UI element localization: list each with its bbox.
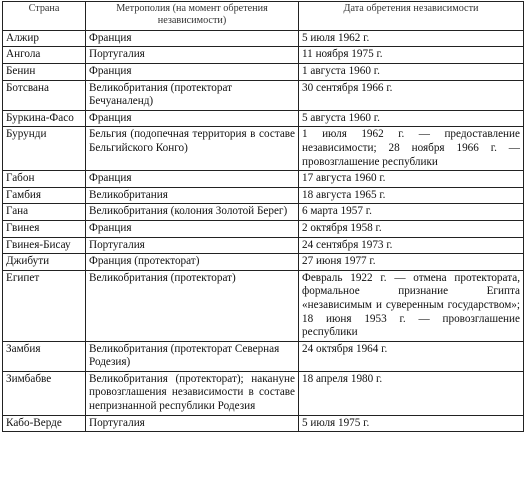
table-row [3,80,524,110]
cell-metropolis: Португалия [86,47,299,64]
table-body [3,30,524,431]
cell-date: 5 июля 1975 г. [299,415,524,432]
cell-date: 1 июля 1962 г. — предоставление независимости; 28 ноября 1966 г. — провозглашение республики [299,127,524,171]
table-row [3,110,524,127]
table-row [3,237,524,254]
cell-metropolis: Великобритания (протекторат Бечуаналенд) [86,80,299,110]
table-header-row [3,2,524,31]
cell-country: Бурунди [3,127,86,171]
cell-metropolis: Великобритания (протекторат); накануне провозглашения независимости в составе непризнанной республики Родезия [86,371,299,415]
cell-metropolis: Франция [86,64,299,81]
cell-metropolis: Франция [86,110,299,127]
table-row [3,254,524,271]
cell-metropolis: Великобритания (протекторат) [86,270,299,341]
cell-country: Ботсвана [3,80,86,110]
cell-metropolis: Португалия [86,237,299,254]
cell-country: Гвинея [3,220,86,237]
cell-date: 11 ноября 1975 г. [299,47,524,64]
table-row [3,171,524,188]
cell-metropolis: Бельгия (подопечная территория в составе Бельгийского Конго) [86,127,299,171]
cell-metropolis: Великобритания (протекторат Северная Родезия) [86,341,299,371]
cell-country: Гвинея-Бисау [3,237,86,254]
table-row [3,371,524,415]
table-row [3,204,524,221]
table-row [3,47,524,64]
table-row [3,220,524,237]
cell-date: 6 марта 1957 г. [299,204,524,221]
cell-date: 24 октября 1964 г. [299,341,524,371]
cell-country: Египет [3,270,86,341]
header-country: Страна [3,2,86,31]
table-row [3,415,524,432]
cell-country: Габон [3,171,86,188]
header-metropolis: Метрополия (на момент обретения независимости) [86,2,299,31]
cell-country: Буркина-Фасо [3,110,86,127]
cell-country: Гана [3,204,86,221]
independence-table [2,1,524,432]
cell-date: 27 июня 1977 г. [299,254,524,271]
cell-metropolis: Франция [86,30,299,47]
cell-date: 1 августа 1960 г. [299,64,524,81]
table-row [3,64,524,81]
cell-date: 5 августа 1960 г. [299,110,524,127]
cell-date: 24 сентября 1973 г. [299,237,524,254]
cell-metropolis: Португалия [86,415,299,432]
cell-date: 2 октября 1958 г. [299,220,524,237]
cell-metropolis: Великобритания (колония Золотой Берег) [86,204,299,221]
cell-country: Джибути [3,254,86,271]
table-row [3,127,524,171]
cell-country: Алжир [3,30,86,47]
cell-country: Зимбабве [3,371,86,415]
cell-country: Бенин [3,64,86,81]
table-row [3,187,524,204]
cell-date: 18 апреля 1980 г. [299,371,524,415]
cell-country: Гамбия [3,187,86,204]
cell-date: 18 августа 1965 г. [299,187,524,204]
cell-date: Февраль 1922 г. — отмена протектората, формальное признание Египта «независимым и суверенным государством»; 18 июня 1953 г. — провозглашение республики [299,270,524,341]
cell-country: Замбия [3,341,86,371]
table-row [3,30,524,47]
table-row [3,341,524,371]
cell-date: 30 сентября 1966 г. [299,80,524,110]
table-row [3,270,524,341]
cell-country: Ангола [3,47,86,64]
cell-metropolis: Франция [86,220,299,237]
header-date: Дата обретения независимости [299,2,524,31]
cell-metropolis: Франция (протекторат) [86,254,299,271]
cell-date: 17 августа 1960 г. [299,171,524,188]
cell-date: 5 июля 1962 г. [299,30,524,47]
cell-country: Кабо-Верде [3,415,86,432]
cell-metropolis: Великобритания [86,187,299,204]
cell-metropolis: Франция [86,171,299,188]
